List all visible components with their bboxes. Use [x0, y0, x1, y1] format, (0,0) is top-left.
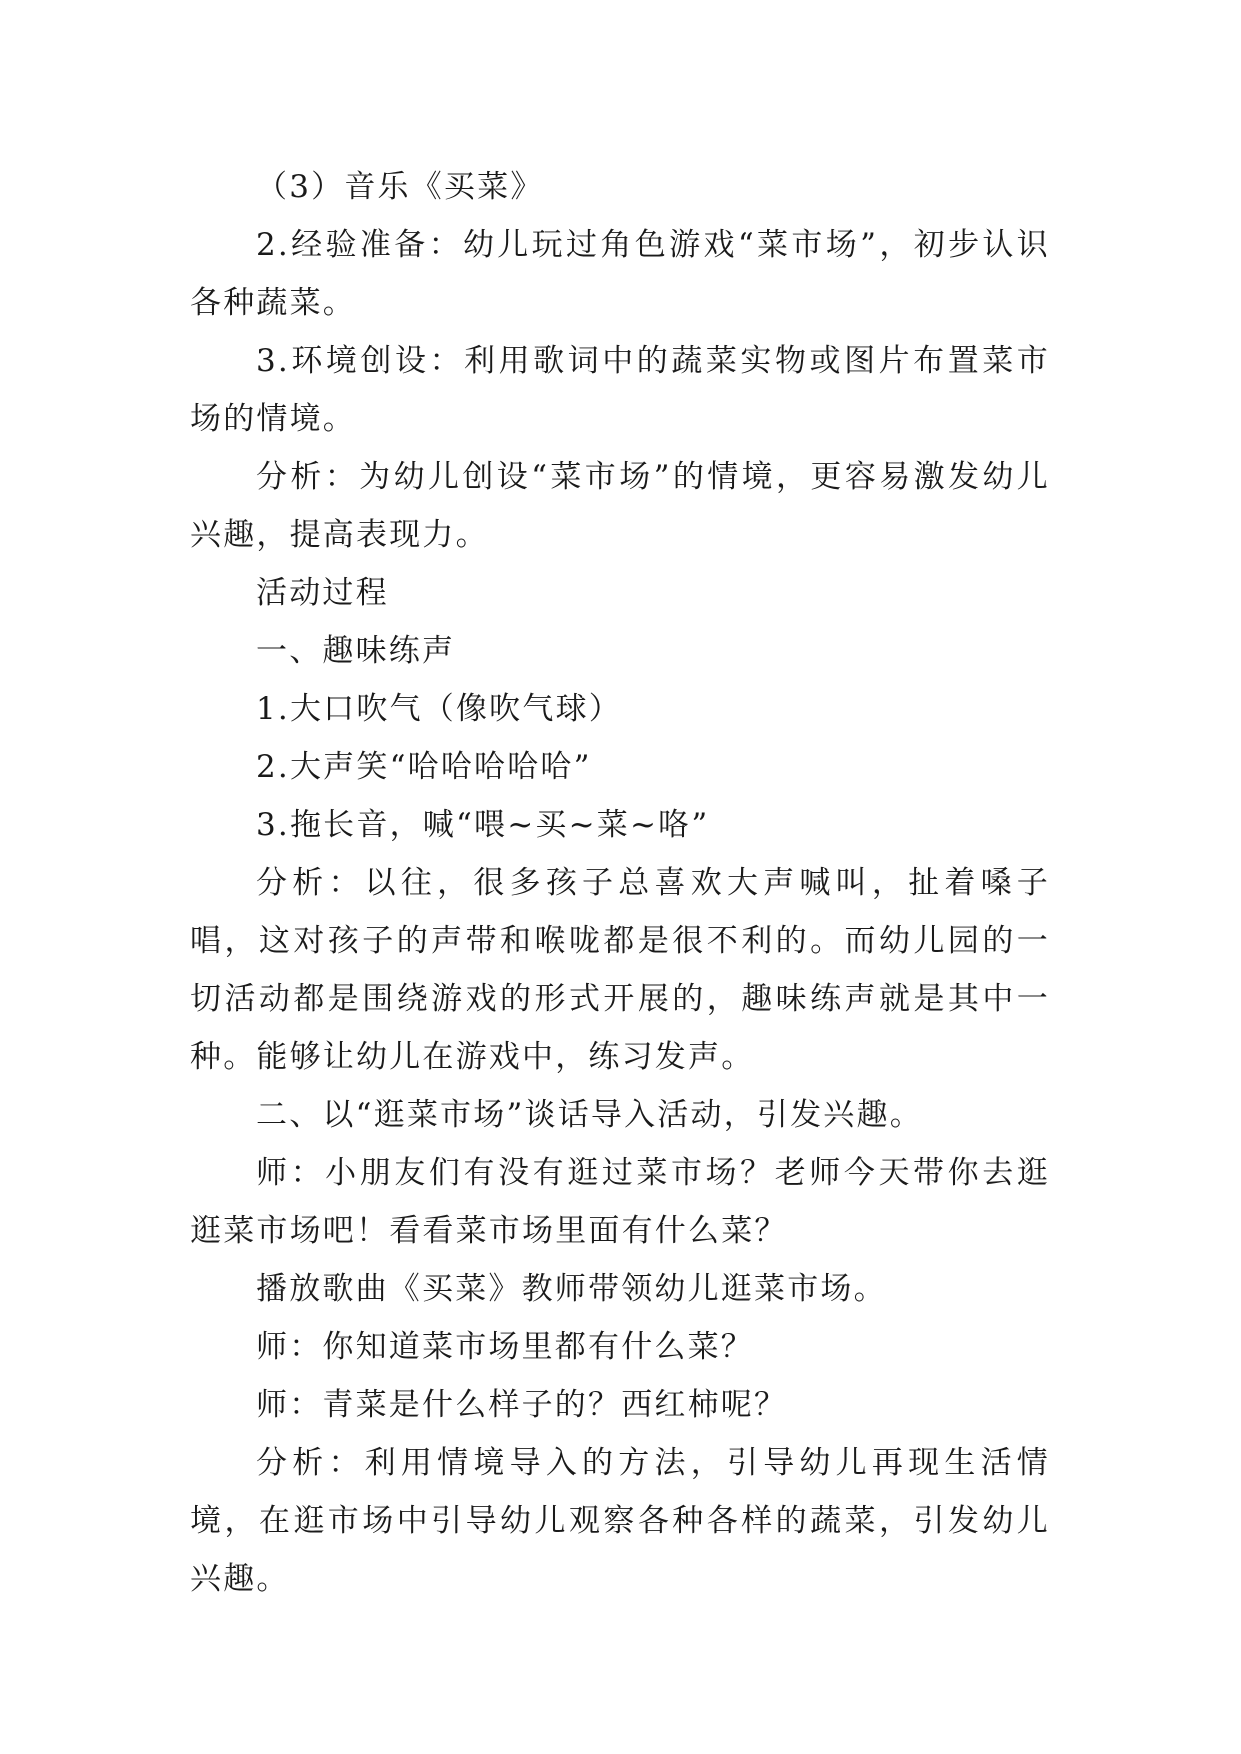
- paragraph-environment: 3.环境创设：利用歌词中的蔬菜实物或图片布置菜市场的情境。: [190, 343, 1050, 437]
- subheading-market-intro: 二、以“逛菜市场”谈话导入活动，引发兴趣。: [256, 1097, 923, 1133]
- paragraph-play-song: 播放歌曲《买菜》教师带领幼儿逛菜市场。: [256, 1271, 887, 1307]
- subheading-voice-practice: 一、趣味练声: [256, 633, 456, 669]
- body-text: [190, 158, 1050, 1608]
- paragraph-analysis-3: 分析：利用情境导入的方法，引导幼儿再现生活情境，在逛市场中引导幼儿观察各种各样的蔬菜，引发幼儿兴趣。: [190, 1445, 1050, 1597]
- paragraph-music: （3）音乐《买菜》: [256, 169, 544, 205]
- paragraph-analysis-2: 分析：以往，很多孩子总喜欢大声喊叫，扯着嗓子唱，这对孩子的声带和喉咙都是很不利的。而幼儿园的一切活动都是围绕游戏的形式开展的，趣味练声就是其中一种。能够让幼儿在游戏中，练习发声。: [190, 865, 1050, 1075]
- list-item-2: 2.大声笑“哈哈哈哈哈”: [256, 749, 592, 785]
- list-item-1: 1.大口吹气（像吹气球）: [256, 691, 622, 727]
- paragraph-experience-prep: 2.经验准备：幼儿玩过角色游戏“菜市场”，初步认识各种蔬菜。: [190, 227, 1050, 321]
- section-heading-process: 活动过程: [256, 575, 389, 611]
- paragraph-teacher-2: 师：你知道菜市场里都有什么菜？: [256, 1329, 754, 1365]
- paragraph-analysis-1: 分析：为幼儿创设“菜市场”的情境，更容易激发幼儿兴趣，提高表现力。: [190, 459, 1050, 553]
- list-item-3: 3.拖长音，喊“喂~买~菜~咯”: [256, 807, 710, 843]
- paragraph-teacher-1: 师：小朋友们有没有逛过菜市场？老师今天带你去逛逛菜市场吧！看看菜市场里面有什么菜？: [190, 1155, 1050, 1249]
- paragraph-teacher-3: 师：青菜是什么样子的？西红柿呢？: [256, 1387, 788, 1423]
